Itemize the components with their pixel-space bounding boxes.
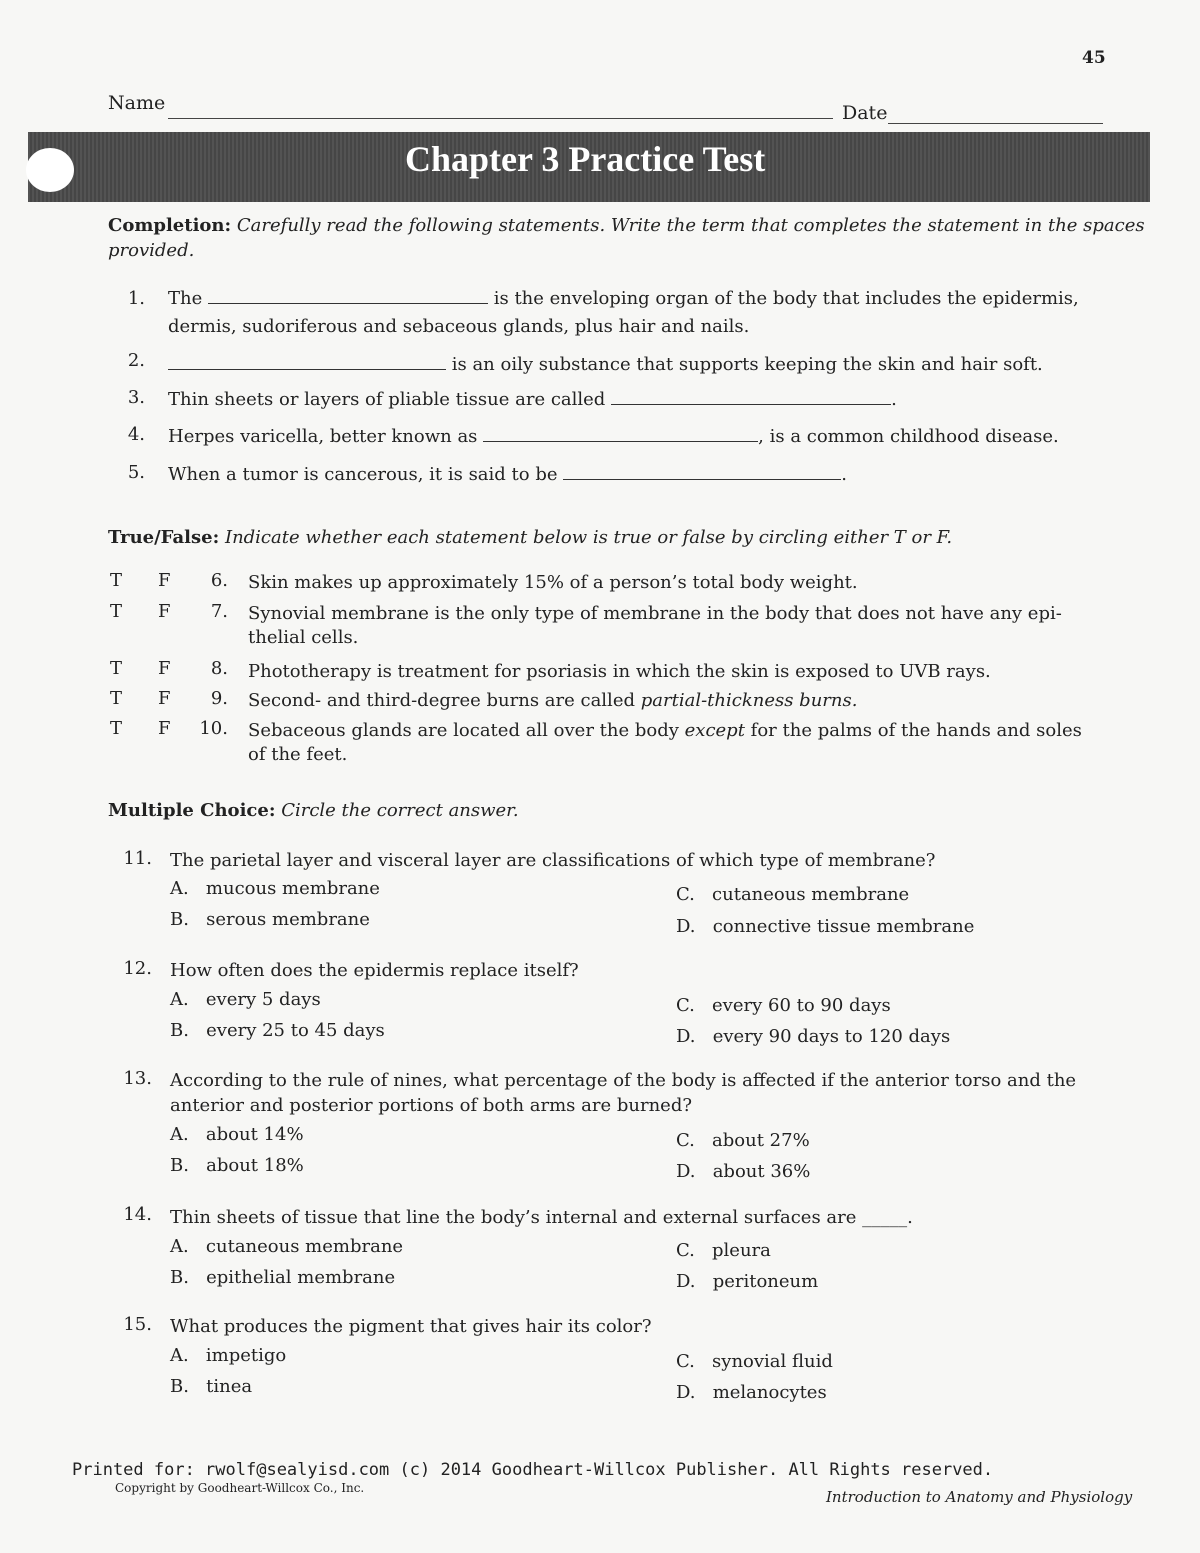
completion-instructions: [108, 215, 1145, 236]
question-13-cont: anterior and posterior portions of both arms are burned?: [170, 1095, 692, 1116]
completion-heading: Completion:: [108, 215, 232, 236]
answer-blank[interactable]: [208, 289, 488, 304]
answer-blank[interactable]: [483, 427, 758, 442]
page-number: 45: [1082, 48, 1106, 68]
question-13: According to the rule of nines, what percentage of the body is affected if the anterior torso and the: [170, 1070, 1077, 1091]
item-number: 1.: [127, 288, 145, 309]
answer-blank[interactable]: [563, 465, 841, 480]
tf-statement-8: Phototherapy is treatment for psoriasis in which the skin is exposed to UVB rays.: [248, 661, 991, 682]
question-11: The parietal layer and visceral layer are classifications of which type of membrane?: [170, 850, 936, 871]
name-blank-line[interactable]: [168, 118, 833, 119]
item-number: 7.: [210, 601, 228, 622]
page-title: Chapter 3 Practice Test: [405, 139, 766, 179]
printed-for-footer: Printed for: rwolf@sealyisd.com (c) 2014 Goodheart-Willcox Publisher. All Rights reserved.: [72, 1460, 994, 1480]
false-option[interactable]: F: [158, 658, 171, 679]
completion-item-4: Herpes varicella, better known as , is a common childhood disease.: [168, 426, 1059, 447]
banner-circle-decoration: [26, 148, 74, 192]
true-option[interactable]: T: [110, 718, 123, 739]
completion-item-3: Thin sheets or layers of pliable tissue are called .: [168, 389, 897, 410]
completion-instructions-text: Carefully read the following statements. Write the term that completes the statement in the spaces: [236, 215, 1145, 236]
question-number: 14.: [123, 1204, 152, 1225]
choice-a[interactable]: A. about 14%: [170, 1124, 304, 1145]
answer-blank[interactable]: [168, 355, 446, 370]
false-option[interactable]: F: [158, 688, 171, 709]
choice-d[interactable]: D. melanocytes: [676, 1382, 827, 1403]
date-label: Date: [842, 102, 888, 124]
question-14: Thin sheets of tissue that line the body’s internal and external surfaces are _____.: [170, 1207, 913, 1228]
choice-d[interactable]: D. connective tissue membrane: [676, 916, 975, 937]
name-label: Name: [108, 92, 166, 114]
false-option[interactable]: F: [158, 718, 171, 739]
question-number: 15.: [123, 1314, 152, 1335]
completion-instructions-cont: provided.: [108, 240, 195, 261]
truefalse-heading: True/False:: [108, 527, 220, 548]
choice-d[interactable]: D. peritoneum: [676, 1271, 819, 1292]
choice-c[interactable]: C. about 27%: [676, 1130, 810, 1151]
true-option[interactable]: T: [110, 688, 123, 709]
truefalse-instructions: True/False: Indicate whether each statement below is true or false by circling either T or F.: [108, 527, 953, 548]
item-number: 3.: [127, 387, 145, 408]
choice-a[interactable]: A. every 5 days: [170, 989, 321, 1010]
answer-blank[interactable]: [611, 390, 891, 405]
tf-statement-9: Second- and third-degree burns are called partial-thickness burns.: [248, 690, 858, 711]
choice-a[interactable]: A. mucous membrane: [170, 878, 380, 899]
completion-item-5: When a tumor is cancerous, it is said to be .: [168, 464, 847, 485]
true-option[interactable]: T: [110, 601, 123, 622]
true-option[interactable]: T: [110, 658, 123, 679]
question-number: 13.: [123, 1068, 152, 1089]
item-number: 2.: [127, 350, 145, 371]
multiple-choice-heading: Multiple Choice:: [108, 800, 276, 821]
choice-d[interactable]: D. every 90 days to 120 days: [676, 1026, 951, 1047]
choice-b[interactable]: B. serous membrane: [170, 909, 370, 930]
book-title-footer: Introduction to Anatomy and Physiology: [826, 1488, 1133, 1506]
choice-a[interactable]: A. cutaneous membrane: [170, 1236, 404, 1257]
choice-b[interactable]: B. epithelial membrane: [170, 1267, 396, 1288]
tf-statement-10-cont: of the feet.: [248, 744, 348, 765]
choice-b[interactable]: B. tinea: [170, 1376, 253, 1397]
false-option[interactable]: F: [158, 570, 171, 591]
completion-item-1-cont: dermis, sudoriferous and sebaceous glands, plus hair and nails.: [168, 316, 750, 337]
choice-a[interactable]: A. impetigo: [170, 1345, 287, 1366]
tf-statement-6: Skin makes up approximately 15% of a person’s total body weight.: [248, 572, 858, 593]
tf-statement-7-cont: thelial cells.: [248, 627, 359, 648]
choice-c[interactable]: C. pleura: [676, 1240, 771, 1261]
tf-statement-7: Synovial membrane is the only type of membrane in the body that does not have any epi-: [248, 603, 1062, 624]
item-number: 8.: [210, 658, 228, 679]
question-12: How often does the epidermis replace itself?: [170, 960, 579, 981]
copyright-footer: Copyright by Goodheart-Willcox Co., Inc.: [115, 1481, 365, 1495]
choice-d[interactable]: D. about 36%: [676, 1161, 811, 1182]
choice-b[interactable]: B. every 25 to 45 days: [170, 1020, 385, 1041]
completion-item-1: The is the enveloping organ of the body that includes the epidermis,: [168, 288, 1079, 309]
completion-item-2: is an oily substance that supports keeping the skin and hair soft.: [168, 354, 1043, 375]
multiple-choice-instructions: Multiple Choice: Circle the correct answer.: [108, 800, 519, 821]
item-number: 9.: [210, 688, 228, 709]
question-number: 12.: [123, 958, 152, 979]
item-number: 4.: [127, 424, 145, 445]
false-option[interactable]: F: [158, 601, 171, 622]
choice-c[interactable]: C. cutaneous membrane: [676, 884, 910, 905]
true-option[interactable]: T: [110, 570, 123, 591]
choice-b[interactable]: B. about 18%: [170, 1155, 304, 1176]
item-number: 6.: [210, 570, 228, 591]
question-number: 11.: [123, 848, 152, 869]
tf-statement-10: Sebaceous glands are located all over the body except for the palms of the hands and soles: [248, 720, 1082, 741]
item-number: 5.: [127, 462, 145, 483]
item-number: 10.: [199, 718, 228, 739]
date-blank-line[interactable]: [888, 123, 1103, 124]
choice-c[interactable]: C. every 60 to 90 days: [676, 995, 891, 1016]
question-15: What produces the pigment that gives hair its color?: [170, 1316, 652, 1337]
choice-c[interactable]: C. synovial fluid: [676, 1351, 833, 1372]
